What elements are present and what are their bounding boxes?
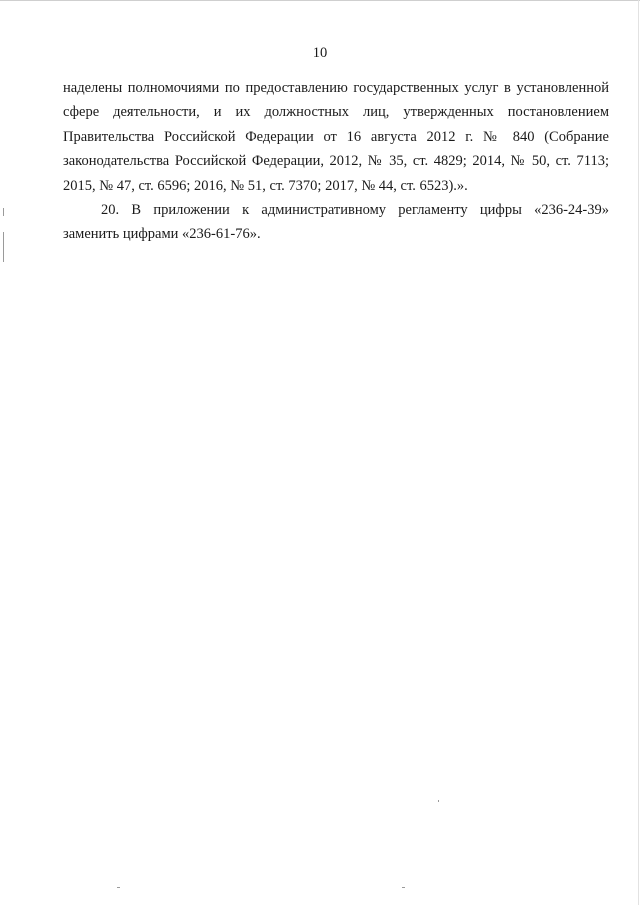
scan-speck [402, 887, 405, 888]
text-line: 20. В приложении к административному регламенту цифры «236-24-39» [101, 202, 609, 219]
right-edge-line [638, 0, 639, 905]
scan-margin-mark [3, 208, 4, 216]
text-line: 2015, № 47, ст. 6596; 2016, № 51, ст. 7370; 2017, № 44, ст. 6523).». [63, 177, 468, 194]
paragraph-continuation [63, 76, 609, 198]
document-body [63, 76, 609, 247]
scan-speck [117, 887, 120, 888]
text-line: наделены полномочиями по предоставлению государственных услуг в установленной [63, 80, 609, 96]
page-number: 10 [312, 45, 328, 61]
scan-speck [438, 800, 439, 802]
scan-margin-mark [3, 232, 4, 262]
top-edge-line [0, 0, 640, 1]
text-line: законодательства Российской Федерации, 2012, № 35, ст. 4829; 2014, № 50, ст. 7113; [63, 153, 609, 170]
paragraph-item-20 [63, 198, 609, 247]
text-line: Правительства Российской Федерации от 16 августа 2012 г. № 840 (Собрание [63, 128, 609, 145]
text-line: заменить цифрами «236-61-76». [63, 226, 261, 243]
text-line: сфере деятельности, и их должностных лиц, утвержденных постановлением [63, 104, 609, 121]
